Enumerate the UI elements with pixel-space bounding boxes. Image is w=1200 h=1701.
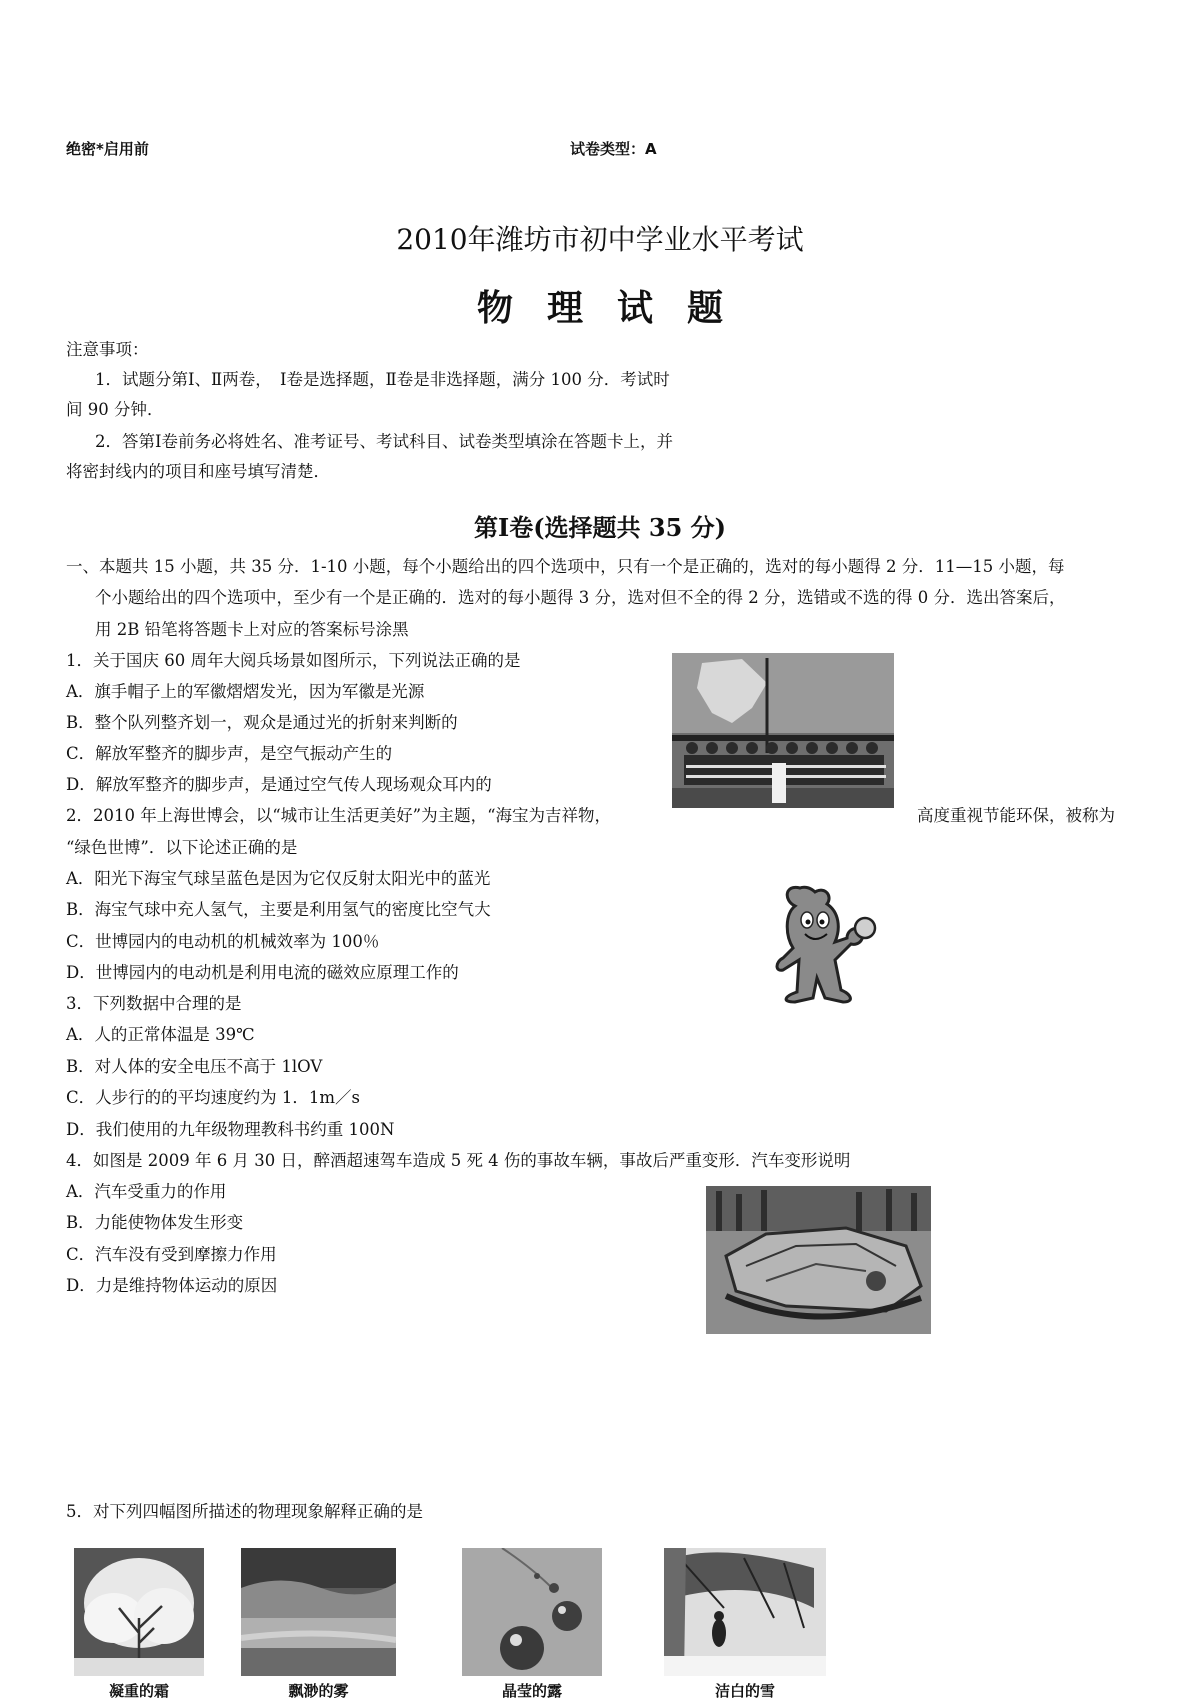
q2-option-a: A．阳光下海宝气球呈蓝色是因为它仅反射太阳光中的蓝光 — [66, 869, 491, 888]
notice-item1-line2: 间 90 分钟． — [66, 400, 164, 419]
notice-item1-line1: 1．试题分第Ⅰ、Ⅱ两卷， Ⅰ卷是选择题，Ⅱ卷是非选择题，满分 100 分．考试时 — [95, 370, 670, 389]
q5-stem: 5．对下列四幅图所描述的物理现象解释正确的是 — [66, 1502, 423, 1521]
q1-stem: 1．关于国庆 60 周年大阅兵场景如图所示，下列说法正确的是 — [66, 651, 521, 670]
notice-item2-line2: 将密封线内的项目和座号填写清楚． — [66, 462, 330, 481]
q2-option-d: D．世博园内的电动机是利用电流的磁效应原理工作的 — [66, 963, 459, 982]
caption-frost: 凝重的霜 — [108, 1682, 169, 1700]
q4-option-a: A．汽车受重力的作用 — [66, 1182, 227, 1201]
q1-option-c: C．解放军整齐的脚步声，是空气振动产生的 — [66, 744, 393, 763]
instructions-line3: 用 2B 铅笔将答题卡上对应的答案标号涂黑 — [95, 620, 409, 639]
q2-stem-part2: 高度重视节能环保，被称为 — [917, 806, 1115, 825]
dew-drops-photo — [462, 1548, 602, 1676]
paper-type: 试卷类型：A — [570, 140, 657, 158]
secret-label: 绝密*启用前 — [66, 140, 149, 158]
haibao-mascot-image — [755, 880, 890, 1005]
snow-scene-photo — [664, 1548, 826, 1676]
instructions-line1: 一、本题共 15 小题，共 35 分．1-10 小题，每个小题给出的四个选项中，只有一个是正确的，选对的每小题得 2 分．11—15 小题，每 — [66, 557, 1065, 576]
exam-title: 2010年潍坊市初中学业水平考试 — [396, 223, 804, 256]
q4-option-b: B．力能使物体发生形变 — [66, 1213, 244, 1232]
q3-option-d: D．我们使用的九年级物理教科书约重 100N — [66, 1120, 395, 1139]
q2-stem-line2: “绿色世博”．以下论述正确的是 — [66, 838, 298, 857]
parade-photo — [672, 653, 894, 808]
section-title: 第Ⅰ卷(选择题共 35 分) — [473, 513, 727, 542]
notice-item2-line1: 2．答第Ⅰ卷前务必将姓名、准考证号、考试科目、试卷类型填涂在答题卡上，并 — [95, 432, 674, 451]
frost-tree-photo — [74, 1548, 204, 1676]
q2-option-b: B．海宝气球中充人氢气，主要是利用氢气的密度比空气大 — [66, 900, 491, 919]
q3-stem: 3．下列数据中合理的是 — [66, 994, 242, 1013]
q4-option-d: D．力是维持物体运动的原因 — [66, 1276, 278, 1295]
q3-option-b: B．对人体的安全电压不高于 1lOV — [66, 1057, 323, 1076]
q3-option-c: C．人步行的的平均速度约为 1．1m／s — [66, 1088, 360, 1107]
caption-fog: 飘渺的雾 — [288, 1682, 349, 1700]
q2-option-c: C．世博园内的电动机的机械效率为 100％ — [66, 932, 380, 951]
q3-option-a: A．人的正常体温是 39℃ — [66, 1025, 255, 1044]
q1-option-b: B．整个队列整齐划一，观众是通过光的折射来判断的 — [66, 713, 458, 732]
q4-option-c: C．汽车没有受到摩擦力作用 — [66, 1245, 277, 1264]
q1-option-d: D．解放军整齐的脚步声，是通过空气传人现场观众耳内的 — [66, 775, 492, 794]
q1-option-a: A．旗手帽子上的军徽熠熠发光，因为军徽是光源 — [66, 682, 425, 701]
fog-photo — [241, 1548, 396, 1676]
q2-stem-part1: 2．2010 年上海世博会，以“城市让生活更美好”为主题，“海宝为吉祥物， — [66, 806, 612, 825]
notice-heading: 注意事项： — [66, 340, 149, 359]
q4-stem: 4．如图是 2009 年 6 月 30 日，醉酒超速驾车造成 5 死 4 伤的事故车辆，事故后严重变形．汽车变形说明 — [66, 1151, 851, 1170]
caption-dew: 晶莹的露 — [501, 1682, 562, 1700]
subject-title: 物理试题 — [476, 287, 757, 329]
instructions-line2: 个小题给出的四个选项中，至少有一个是正确的．选对的每小题得 3 分，选对但不全的得 2 分，选错或不选的得 0 分．选出答案后， — [95, 588, 1066, 607]
wrecked-car-photo — [706, 1186, 931, 1334]
caption-snow: 洁白的雪 — [714, 1682, 775, 1700]
